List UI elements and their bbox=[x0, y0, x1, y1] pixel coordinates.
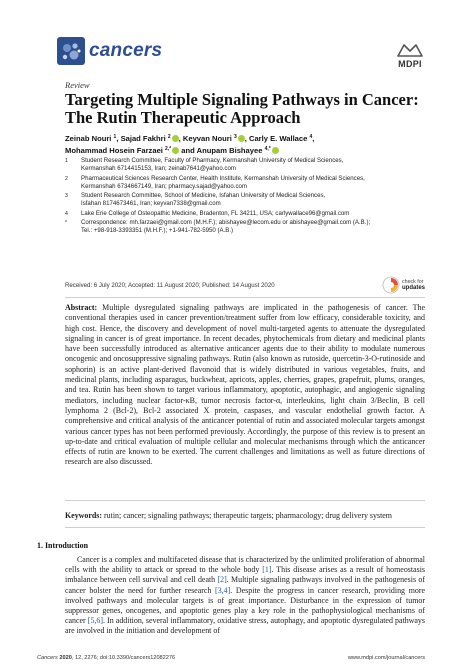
keywords-label: Keywords: bbox=[65, 511, 103, 520]
check-updates-icon bbox=[382, 276, 400, 294]
keywords bbox=[65, 511, 425, 521]
article-type: Review bbox=[65, 80, 90, 90]
keywords-text: rutin; cancer; signaling pathways; therapeutic targets; pharmacology; drug delivery system bbox=[104, 511, 392, 520]
author[interactable]: Carly E. Wallace $^4$ bbox=[248, 134, 313, 143]
affiliation: 2 Pharmaceutical Sciences Research Center, Health Institute, Kermanshah University of Medical Sciences, Kermanshah 6734667149, Iran; pharmacy.sajad@yahoo.com bbox=[65, 174, 365, 190]
orcid-icon[interactable] bbox=[238, 135, 245, 142]
publisher-logo[interactable] bbox=[395, 42, 425, 69]
abstract-label: Abstract: bbox=[65, 303, 98, 312]
correspondence: * Correspondence: mh.farzaei@gmail.com (M.H.F.); abishayee@lecom.edu or abishayee@gmail.com (A.B.); Tel.: +98-918-3393351 (M.H.F.); +1-941-782-5950 (A.B.) bbox=[65, 219, 371, 235]
author[interactable]: Zeinab Nouri $^1$ bbox=[65, 134, 117, 143]
article-title bbox=[65, 91, 425, 127]
citation-link[interactable]: [1] bbox=[262, 565, 272, 575]
journal-logo[interactable] bbox=[57, 37, 162, 65]
citation-link[interactable]: [5,6] bbox=[87, 616, 104, 626]
check-updates-label: check for updates bbox=[401, 279, 425, 291]
author[interactable]: Sajad Fakhri $^2$ bbox=[121, 134, 179, 143]
title-line-1: Targeting Multiple Signaling Pathways in Cancer: bbox=[65, 90, 419, 109]
affiliation: 4 Lake Erie College of Osteopathic Medicine, Bradenton, FL 34211, USA; carlywallace96@gmail.com bbox=[65, 209, 350, 217]
introduction-paragraph: Cancer is a complex and multifaceted disease that is characterized by the unlimited proliferation of abnormal cells with the ability to attack or spread to the whole body [1]. This disease arises as a result of homeostasis imbalance between cell survival and cell death [2]. Multiple signaling pathways involved in the pathogenesis of cancer bolster the need for further research [3,4]. Despite the progress in cancer research, providing more involved pathways and molecular targets is of great importance. Disturbance in the expression of tumor suppressor genes, oncogenes, and apoptotic genes play a key role in the pathophysiological mechanisms of cancer [5,6]. In addition, several inflammatory, oxidative stress, autophagy, and apoptotic dysregulated pathways are involved in the initiation and development of bbox=[65, 555, 426, 636]
citation-info: Cancers 2020, 12, 2276; doi:10.3390/cancers12082276 bbox=[37, 655, 176, 661]
citation-link[interactable]: [3,4] bbox=[215, 585, 231, 595]
page-footer bbox=[37, 655, 425, 661]
affiliation: 1 Student Research Committee, Faculty of Pharmacy, Kermanshah University of Medical Sciences, Kermanshah 6714415153, Iran; zeinab7641@yahoo.com bbox=[65, 157, 344, 173]
author[interactable]: Anupam Bishayee $^{4,*}$ bbox=[197, 146, 279, 155]
affiliation: 3 Student Research Committee, School of Medicine, Isfahan University of Medical Sciences, Isfahan 8174673461, Iran; keyvan7338@gmail.com bbox=[65, 192, 326, 208]
divider bbox=[65, 527, 425, 528]
abstract-text: Multiple dysregulated signaling pathways are implicated in the pathogenesis of cancer. The conventional therapies used in cancer prevention/treatment suffer from low efficacy, considerable toxicity, and high cost. Hence, the discovery and development of novel multi-targeted agents to attenuate the dysregulated signaling in cancer is of great importance. In recent decades, phytochemicals from dietary and medicinal plants have been successfully introduced as alternative anticancer agents due to their ability to modulate numerous oncogenic and oncosuppressive signaling pathways. Rutin (also known as rutoside, quercetin-3-O-rutinoside and sophorin) is an active plant-derived flavonoid that is widely distributed in various vegetables, fruits, and medicinal plants, including asparagus, buckwheat, apricots, apples, cherries, grapes, grapefruit, plums, oranges, and tea. Rutin has been shown to target various inflammatory, apoptotic, autophagic, and angiogenic signaling mediators, including nuclear factor-κB, tumor necrosis factor-α, interleukins, light chain 3/Beclin, B cell lymphoma 2 (Bcl-2), Bcl-2 associated X protein, caspases, and vascular endothelial growth factor. A comprehensive and critical analysis of the anticancer potential of rutin and associated molecular targets amongst various cancer types has not been performed previously. Accordingly, the purpose of this review is to present an up-to-date and critical evaluation of multiple cellular and molecular mechanisms through which the anticancer effects of rutin are known to be exerted. The current challenges and limitations as well as future directions of research are also discussed. bbox=[65, 303, 425, 467]
divider bbox=[65, 500, 425, 501]
check-for-updates-button[interactable] bbox=[382, 276, 425, 294]
publication-dates: Received: 6 July 2020; Accepted: 11 August 2020; Published: 14 August 2020 bbox=[65, 282, 275, 289]
journal-url[interactable]: www.mdpi.com/journal/cancers bbox=[347, 655, 425, 661]
author[interactable]: Mohammad Hosein Farzaei $^{2,*}$ bbox=[65, 146, 179, 155]
publisher-name: MDPI bbox=[398, 59, 422, 69]
author-list: Zeinab Nouri $^1$, Sajad Fakhri $^2$ , Keyvan Nouri $^3$ , Carly E. Wallace $^4$, Mohammad Hosein Farzaei $^{2,*}$ and Anupam Bishayee $^{4,*}$ bbox=[65, 134, 315, 155]
title-line-2: The Rutin Therapeutic Approach bbox=[65, 108, 301, 127]
orcid-icon[interactable] bbox=[172, 135, 179, 142]
author[interactable]: Keyvan Nouri $^3$ bbox=[183, 134, 245, 143]
orcid-icon[interactable] bbox=[272, 147, 279, 154]
abstract bbox=[65, 303, 425, 468]
citation-link[interactable]: [2] bbox=[217, 575, 227, 585]
journal-name: cancers bbox=[89, 40, 163, 61]
cancers-logo-icon bbox=[57, 37, 85, 65]
divider bbox=[65, 297, 425, 298]
journal-header bbox=[57, 37, 425, 67]
affiliation-list bbox=[65, 157, 425, 237]
section-heading: 1. Introduction bbox=[37, 541, 89, 550]
mdpi-badge-icon bbox=[395, 42, 425, 58]
